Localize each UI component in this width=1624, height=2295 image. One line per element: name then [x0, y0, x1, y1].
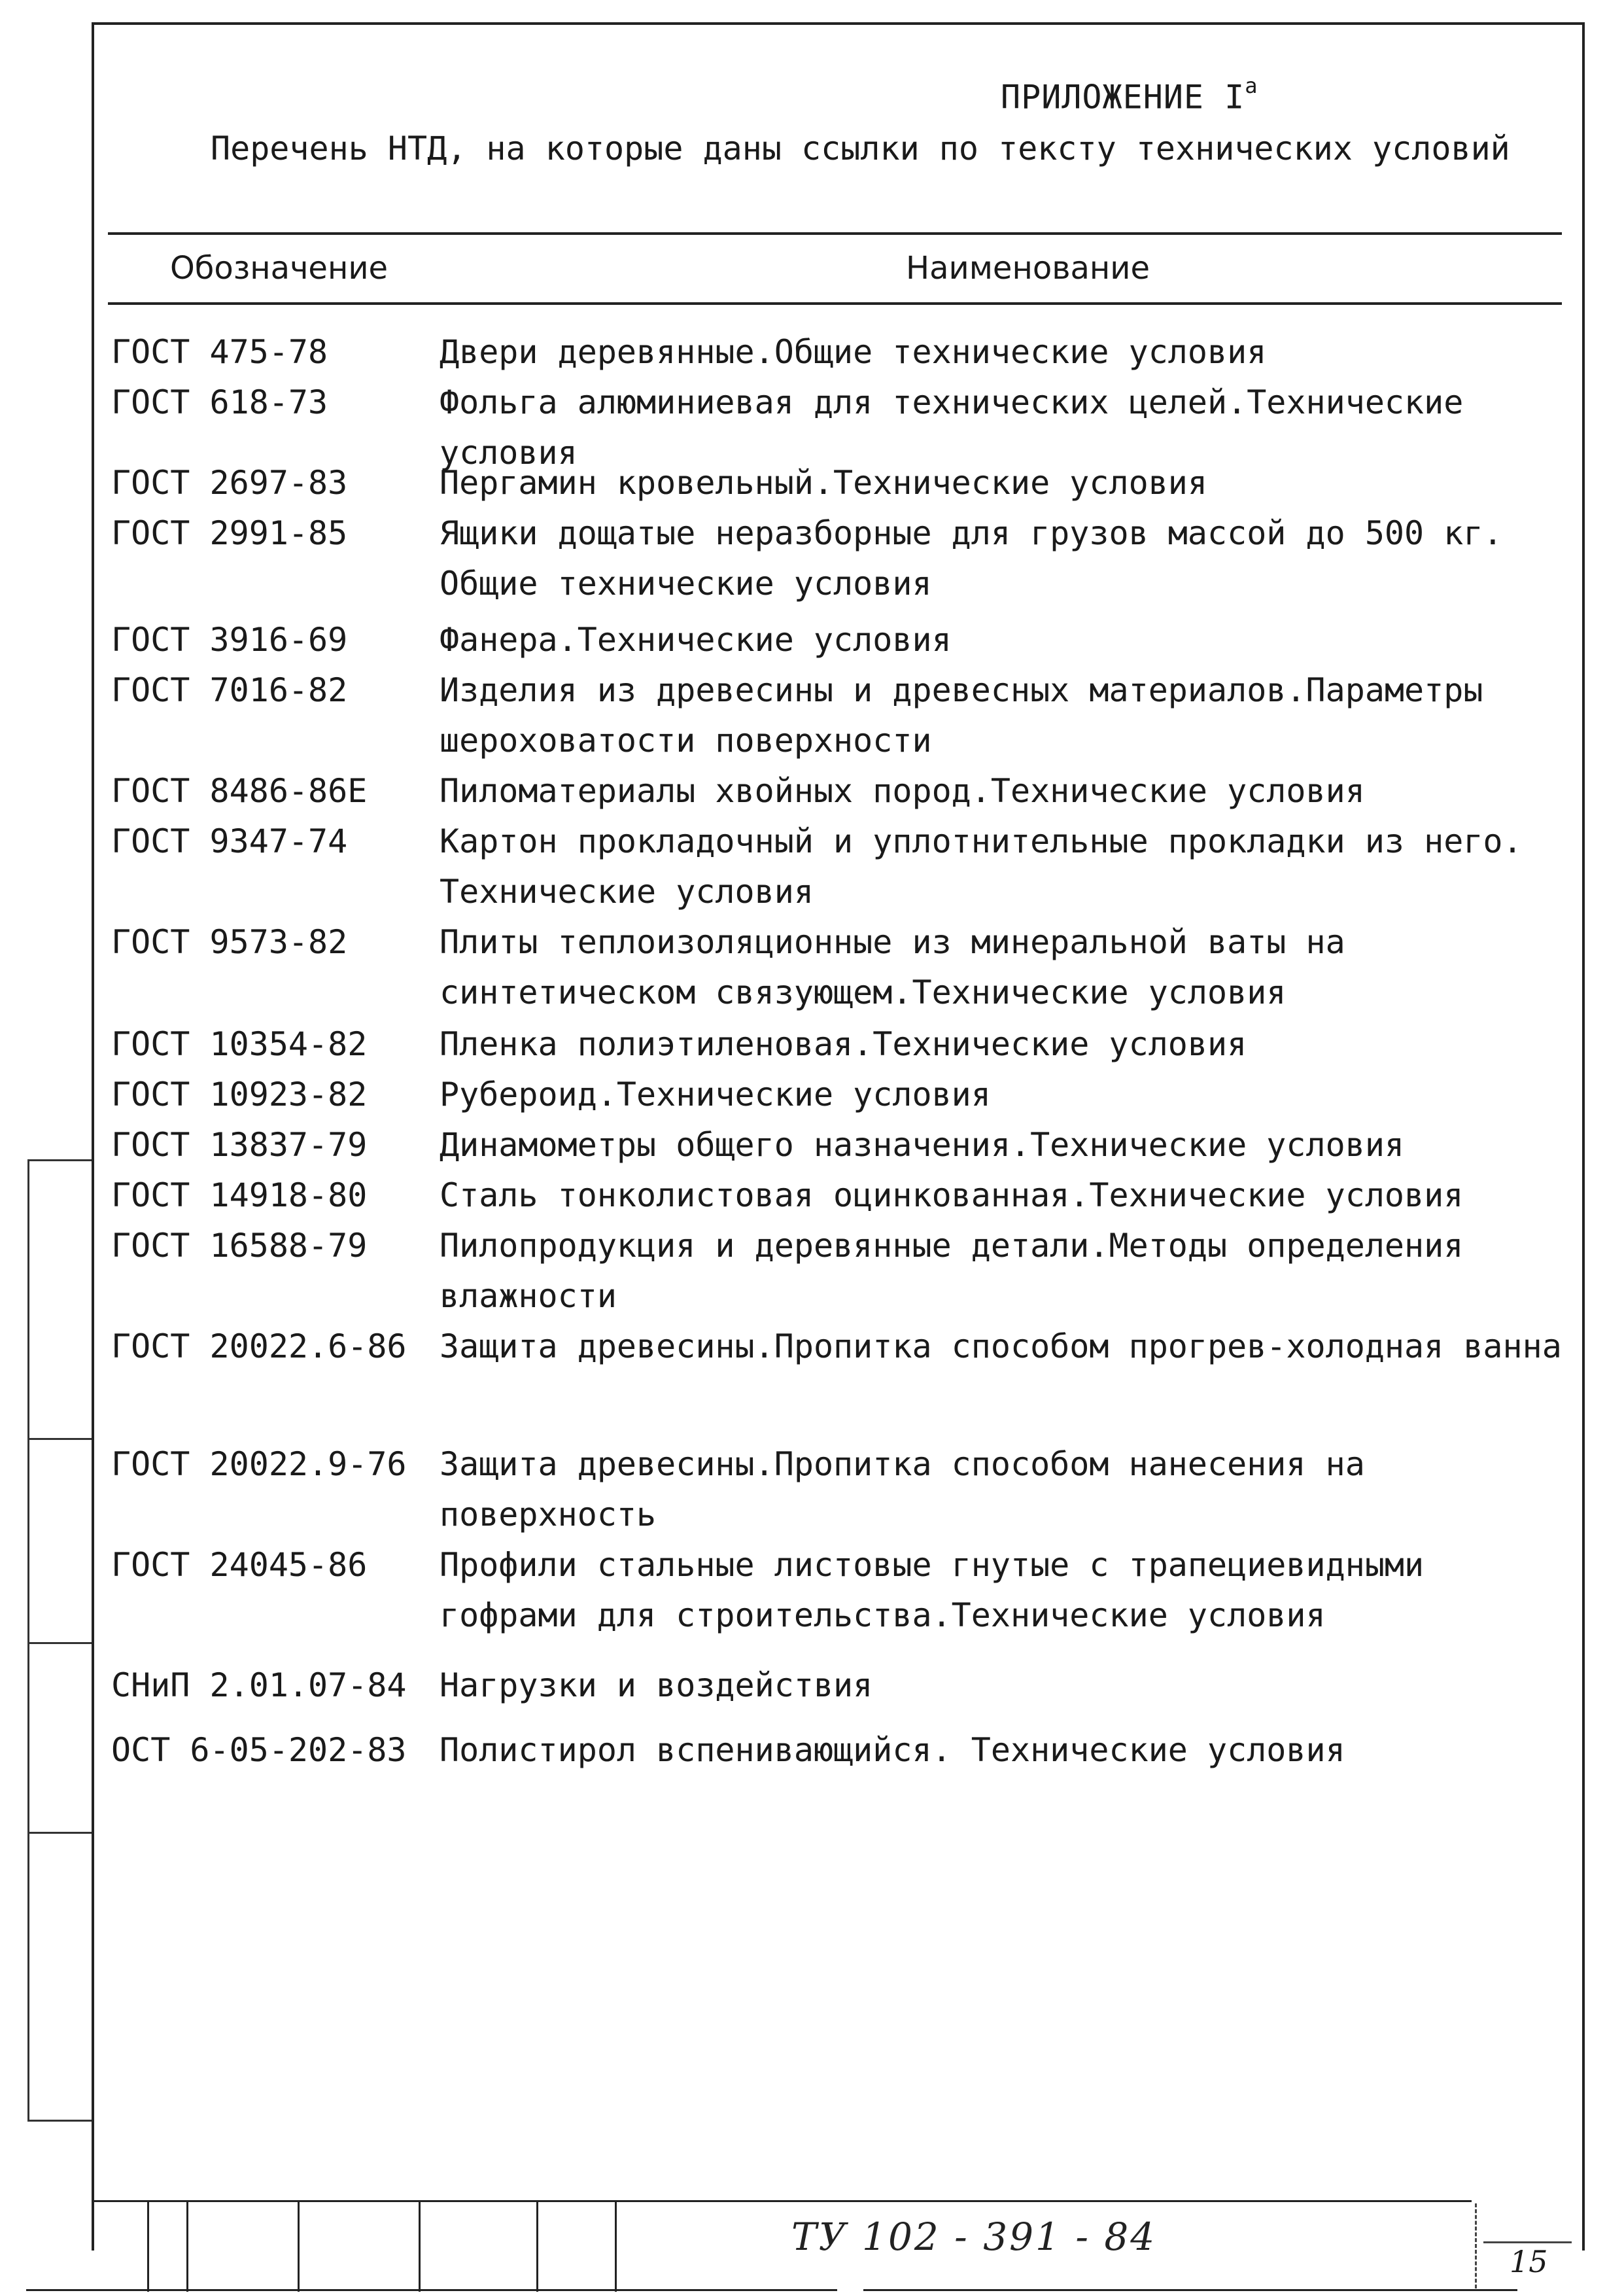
table-row [111, 615, 1570, 665]
row-designation: ГОСТ 618-73 [111, 383, 328, 421]
document-code-stamp: ТУ 102 - 391 - 84 [791, 2215, 1157, 2259]
table-row [111, 665, 1570, 766]
footer-cell-divider [186, 2200, 188, 2292]
row-designation: ГОСТ 24045-86 [111, 1546, 368, 1584]
row-title: Плиты теплоизоляционные из минеральной ваты на синтетическом связующем.Технические условия [440, 923, 1365, 1011]
table-row [111, 1019, 1570, 1070]
row-designation: ГОСТ 2697-83 [111, 464, 348, 502]
column-header-name: Наименование [906, 250, 1150, 287]
row-title: Изделия из древесины и древесных материалов.Параметры шероховатости поверхности [440, 671, 1503, 760]
row-title: Ящики дощатые неразборные для грузов массой до 500 кг. Общие технические условия [440, 514, 1523, 603]
table-row [111, 1540, 1570, 1641]
table-top-rule [108, 232, 1562, 235]
sheet-box-divider [1483, 2241, 1572, 2243]
row-designation: ГОСТ 3916-69 [111, 621, 348, 659]
table-row [111, 1170, 1570, 1221]
binding-strip-divider [27, 1832, 92, 1834]
row-designation: ГОСТ 20022.9-76 [111, 1445, 407, 1483]
row-designation: ГОСТ 10354-82 [111, 1025, 368, 1063]
row-title: Защита древесины.Пропитка способом нанесения на поверхность [440, 1445, 1385, 1533]
table-row [111, 458, 1570, 508]
row-designation: ГОСТ 20022.6-86 [111, 1327, 407, 1365]
row-title: Фольга алюминиевая для технических целей.Технические условия [440, 383, 1483, 472]
row-designation: ОСТ 6-05-202-83 [111, 1731, 407, 1769]
table-row [111, 1725, 1570, 1776]
row-designation: СНиП 2.01.07-84 [111, 1666, 407, 1704]
footer-cell-divider [615, 2200, 617, 2292]
binding-strip-line [27, 1159, 29, 2121]
table-row [111, 1660, 1570, 1711]
row-designation: ГОСТ 9347-74 [111, 822, 348, 860]
table-row [111, 508, 1570, 609]
row-designation: ГОСТ 9573-82 [111, 923, 348, 961]
row-designation: ГОСТ 475-78 [111, 333, 328, 371]
binding-strip-divider [27, 1159, 92, 1161]
table-row [111, 1322, 1570, 1372]
row-title: Динамометры общего назначения.Технические условия [440, 1126, 1405, 1164]
table-header-rule [108, 302, 1562, 305]
footer-cell-divider [298, 2200, 300, 2292]
row-title: Нагрузки и воздействия [440, 1666, 873, 1704]
row-title: Картон прокладочный и уплотнительные прокладки из него. Технические условия [440, 822, 1542, 911]
binding-strip-divider [27, 2120, 92, 2122]
column-header-designation: Обозначение [170, 250, 389, 287]
table-row [111, 1120, 1570, 1170]
appendix-number: ПРИЛОЖЕНИЕ I [1001, 78, 1245, 116]
binding-strip-divider [27, 1642, 92, 1644]
table-row [111, 1070, 1570, 1120]
row-title: Фанера.Технические условия [440, 621, 952, 659]
row-title: Двери деревянные.Общие технические условия [440, 333, 1267, 371]
row-title: Профили стальные листовые гнутые с трапециевидными гофрами для строительства.Технические условия [440, 1546, 1444, 1634]
row-designation: ГОСТ 7016-82 [111, 671, 348, 709]
table-row [111, 327, 1570, 377]
row-designation: ГОСТ 2991-85 [111, 514, 348, 552]
document-title: Перечень НТД, на которые даны ссылки по тексту технических условий [211, 130, 1510, 167]
table-row [111, 917, 1570, 1018]
footer-cell-divider [147, 2200, 149, 2292]
footer-bottom-rule [26, 2289, 837, 2291]
row-title: Пергамин кровельный.Технические условия [440, 464, 1207, 502]
row-designation: ГОСТ 10923-82 [111, 1076, 368, 1113]
row-title: Сталь тонколистовая оцинкованная.Технические условия [440, 1176, 1464, 1214]
table-row [111, 816, 1570, 917]
row-designation: ГОСТ 8486-86Е [111, 772, 368, 810]
table-row [111, 1439, 1570, 1540]
row-designation: ГОСТ 14918-80 [111, 1176, 368, 1214]
binding-strip-divider [27, 1438, 92, 1440]
row-title: Пилопродукция и деревянные детали.Методы определения влажности [440, 1227, 1483, 1315]
row-title: Рубероид.Технические условия [440, 1076, 991, 1113]
row-title: Полистирол вспенивающийся. Технические условия [440, 1731, 1345, 1769]
row-designation: ГОСТ 16588-79 [111, 1227, 368, 1265]
appendix-label [1001, 73, 1258, 116]
sheet-number-box [1475, 2203, 1575, 2288]
row-title: Пленка полиэтиленовая.Технические условия [440, 1025, 1247, 1063]
footer-cell-divider [536, 2200, 538, 2292]
table-row [111, 766, 1570, 816]
table-row [111, 1221, 1570, 1322]
row-title: Пиломатериалы хвойных пород.Технические условия [440, 772, 1365, 810]
footer-bottom-rule [863, 2289, 1517, 2291]
sheet-number: 15 [1510, 2244, 1548, 2279]
row-designation: ГОСТ 13837-79 [111, 1126, 368, 1164]
appendix-suffix: а [1245, 73, 1258, 98]
footer-cell-divider [419, 2200, 421, 2292]
row-title: Защита древесины.Пропитка способом прогрев-холодная ванна [440, 1327, 1562, 1365]
